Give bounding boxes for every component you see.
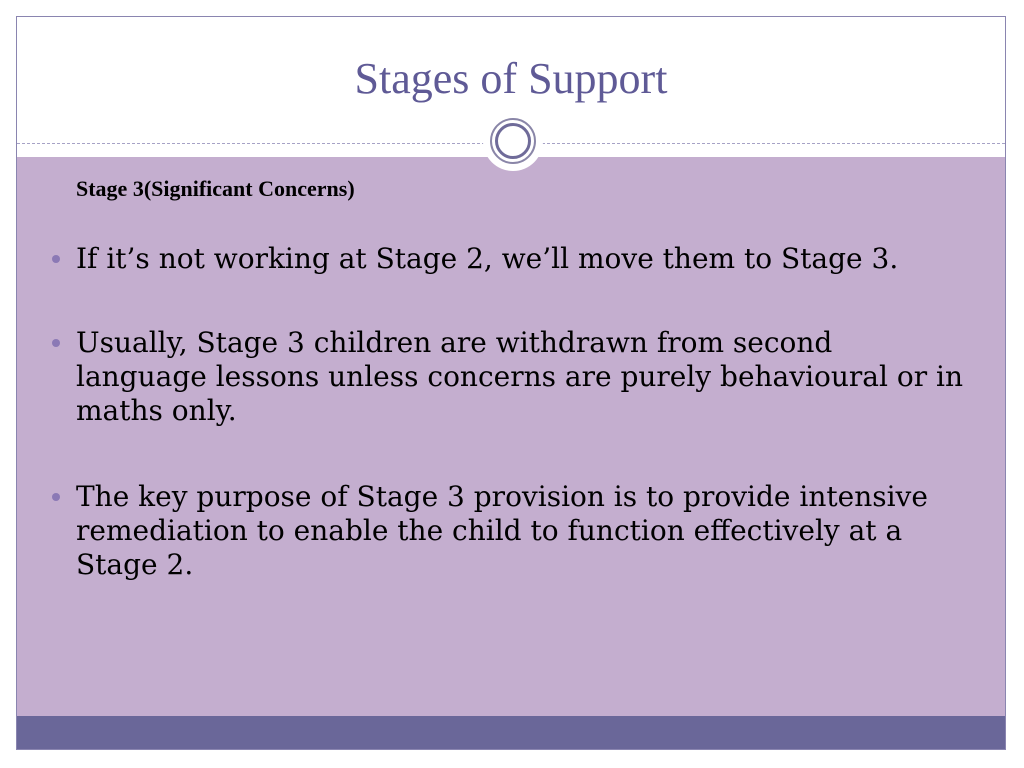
bullet-item: [52, 242, 972, 276]
subheading: Stage 3(Significant Concerns): [76, 176, 355, 201]
bullet-item: [52, 480, 972, 582]
dot-bullet-icon: [52, 493, 60, 501]
double-circle-icon: [490, 118, 536, 164]
bullet-list: [52, 242, 972, 632]
slide-title: Stages of Support: [354, 54, 668, 103]
bullet-item: [52, 326, 972, 428]
bullet-text: If it’s not working at Stage 2, we’ll move them to Stage 3.: [76, 242, 899, 275]
bullet-text: The key purpose of Stage 3 provision is to provide intensive remediation to enable the child to function effectively at a Stage 2.: [76, 480, 928, 581]
dot-bullet-icon: [52, 339, 60, 347]
dot-bullet-icon: [52, 255, 60, 263]
inner-circle: [495, 123, 531, 159]
slide: [16, 16, 1006, 750]
bullet-text: Usually, Stage 3 children are withdrawn from second language lessons unless concerns are purely behavioural or in maths only.: [76, 326, 963, 427]
footer-bar: [17, 716, 1005, 750]
